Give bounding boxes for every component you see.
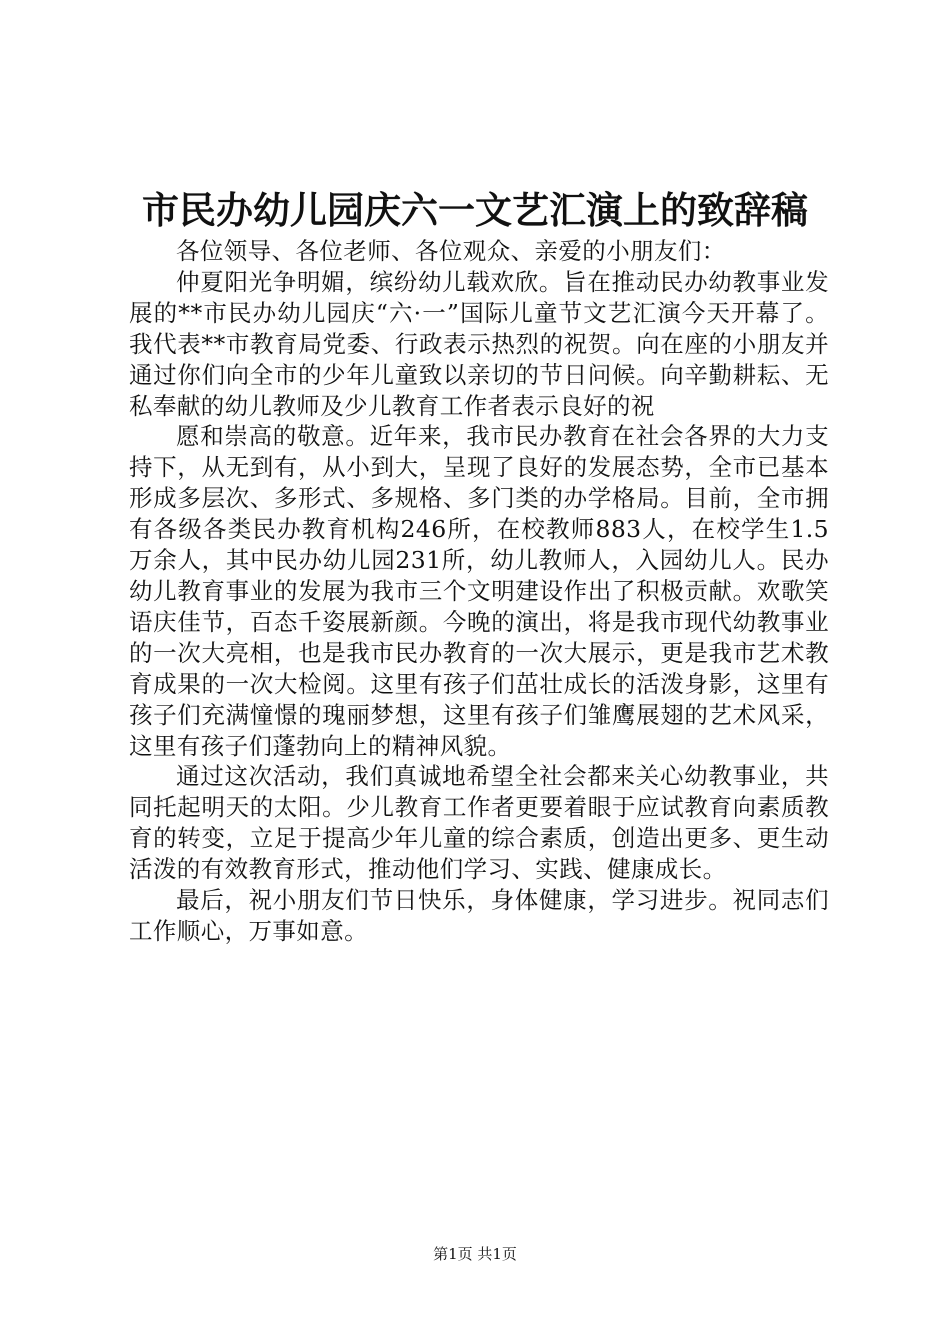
page-number-footer: 第1页 共1页 [433, 1245, 517, 1263]
paragraph-salutation: 各位领导、各位老师、各位观众、亲爱的小朋友们： [176, 237, 726, 265]
paragraph: 仲夏阳光争明媚，缤纷幼儿载欢欣。旨在推动民办幼教事业发展的**市民办幼儿园庆“六·一”国际儿童节文艺汇演今天开幕了。我代表**市教育局党委、行政表示热烈的祝贺。向在座的小朋友并通过你们向全市的少年儿童致以亲切的节日问候。向辛勤耕耘、无私奉献的幼儿教师及少儿教育工作者表示良好的祝 [129, 267, 829, 420]
document-title: 市民办幼儿园庆六一文艺汇演上的致辞稿 [142, 188, 808, 232]
paragraph-closing: 最后，祝小朋友们节日快乐，身体健康，学习进步。祝同志们工作顺心，万事如意。 [129, 886, 829, 945]
paragraph: 愿和崇高的敬意。近年来，我市民办教育在社会各界的大力支持下，从无到有，从小到大，呈现了良好的发展态势，全市已基本形成多层次、多形式、多规格、多门类的办学格局。目前，全市拥有各级各类民办教育机构246所，在校教师883人，在校学生1.5万余人，其中民办幼儿园231所，幼儿教师人，入园幼儿人。民办幼儿教育事业的发展为我市三个文明建设作出了积极贡献。欢歌笑语庆佳节，百态千姿展新颜。今晚的演出，将是我市现代幼教事业的一次大亮相，也是我市民办教育的一次大展示，更是我市艺术教育成果的一次大检阅。这里有孩子们茁壮成长的活泼身影，这里有孩子们充满憧憬的瑰丽梦想，这里有孩子们雏鹰展翅的艺术风采，这里有孩子们蓬勃向上的精神风貌。 [129, 422, 829, 760]
document-body [129, 236, 829, 947]
paragraph: 通过这次活动，我们真诚地希望全社会都来关心幼教事业，共同托起明天的太阳。少儿教育工作者更要着眼于应试教育向素质教育的转变，立足于提高少年儿童的综合素质，创造出更多、更生动活泼的有效教育形式，推动他们学习、实践、健康成长。 [129, 762, 829, 884]
